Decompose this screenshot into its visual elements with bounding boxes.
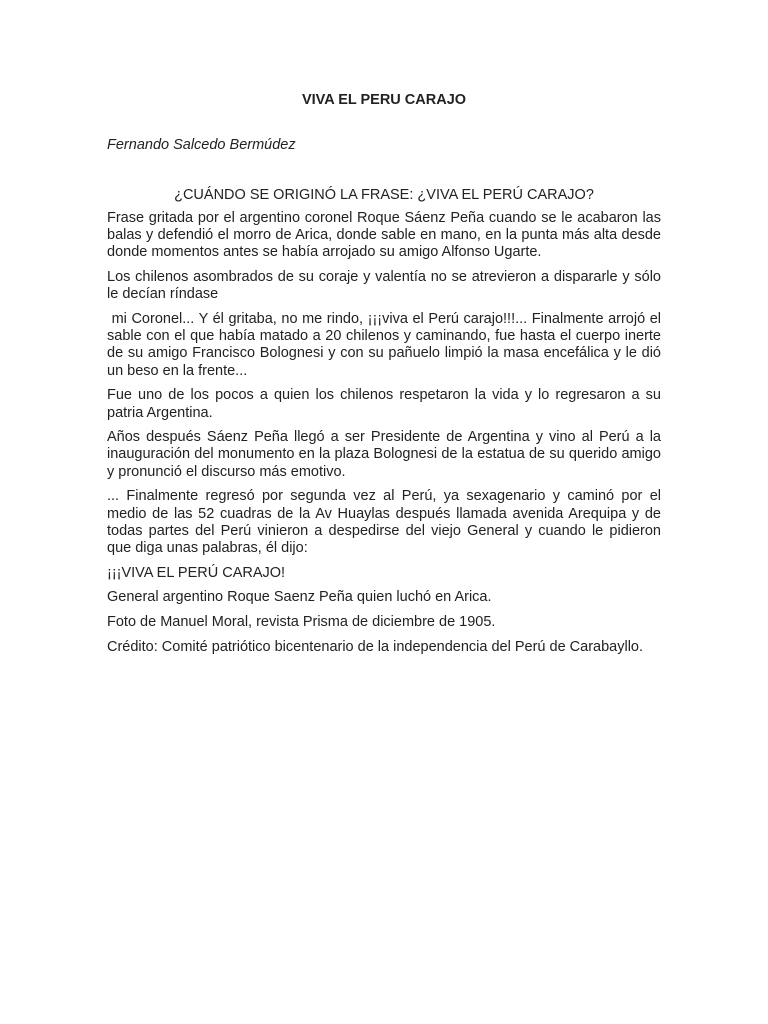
- paragraph: Frase gritada por el argentino coronel Roque Sáenz Peña cuando se le acabaron las balas y defendió el morro de Arica, donde sable en mano, en la punta más alta desde donde momentos antes se había arrojado su amigo Alfonso Ugarte.: [107, 210, 661, 261]
- paragraph: mi Coronel... Y él gritaba, no me rindo, ¡¡¡viva el Perú carajo!!!... Finalmente arrojó el sable con el que había matado a 20 chilenos y caminando, fue hasta el cuerpo inerte de su amigo Francisco Bolognesi y con su pañuelo limpió la masa encefálica y le dió un beso en la frente...: [107, 311, 666, 379]
- section-heading: ¿CUÁNDO SE ORIGINÓ LA FRASE: ¿VIVA EL PERÚ CARAJO?: [174, 187, 594, 203]
- paragraph: General argentino Roque Saenz Peña quien luchó en Arica.: [107, 589, 492, 606]
- paragraph: ... Finalmente regresó por segunda vez al Perú, ya sexagenario y caminó por el medio de las 52 cuadras de la Av Huaylas después llamada avenida Arequipa y de todas partes del Perú vinieron a despedirse del viejo General y cuando le pidieron que diga unas palabras, él dijo:: [107, 488, 661, 556]
- author-name: Fernando Salcedo Bermúdez: [107, 137, 296, 153]
- paragraph: ¡¡¡VIVA EL PERÚ CARAJO!: [107, 564, 286, 581]
- paragraph: Años después Sáenz Peña llegó a ser Presidente de Argentina y vino al Perú a la inauguración del monumento en la plaza Bolognesi de la estatua de su querido amigo y pronunció el discurso más emotivo.: [107, 429, 661, 480]
- paragraph: Crédito: Comité patriótico bicentenario de la independencia del Perú de Carabayllo.: [107, 638, 644, 655]
- paragraph: Los chilenos asombrados de su coraje y valentía no se atrevieron a dispararle y sólo le decían ríndase: [107, 269, 661, 303]
- article-content: [107, 187, 666, 663]
- paragraph: Foto de Manuel Moral, revista Prisma de diciembre de 1905.: [107, 614, 496, 631]
- document-title: VIVA EL PERU CARAJO: [301, 92, 467, 108]
- paragraph: Fue uno de los pocos a quien los chilenos respetaron la vida y lo regresaron a su patria Argentina.: [107, 387, 661, 421]
